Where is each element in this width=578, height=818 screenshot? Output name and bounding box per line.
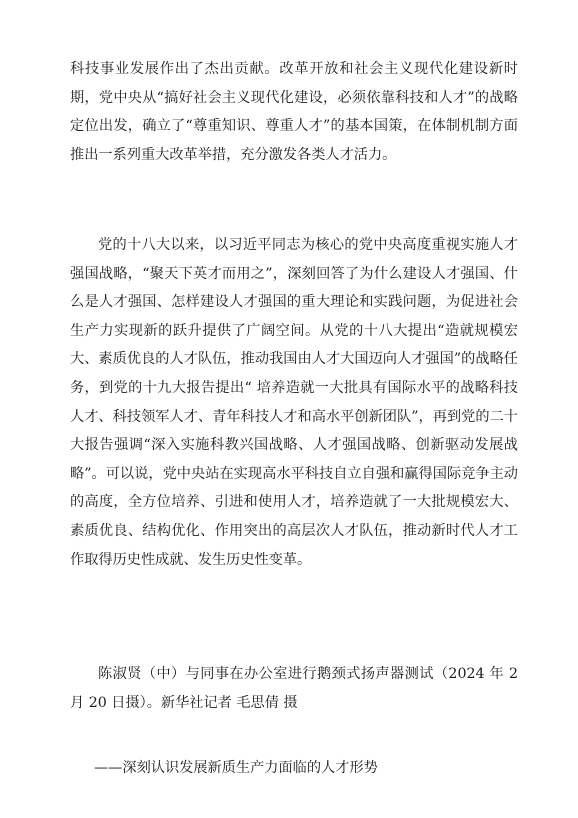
body-paragraph-1: 科技事业发展作出了杰出贡献。改革开放和社会主义现代化建设新时期，党中央从“搞好社会主义现代化建设，必须依靠科技和人才”的战略定位出发，确立了“尊重知识、尊重人才”的基本国策，在体制机制方面推出一系列重大改革举措，充分激发各类人才活力。 — [70, 61, 518, 163]
section-subtitle: ——深刻认识发展新质生产力面临的人才形势 — [94, 760, 378, 776]
photo-caption: 陈淑贤（中）与同事在办公室进行鹅颈式扬声器测试（2024 年 2 月 20 日摄）。新华社记者 毛思倩 摄 — [70, 666, 518, 711]
body-paragraph-2: 党的十八大以来，以习近平同志为核心的党中央高度重视实施人才强国战略，“聚天下英才而用之”，深刻回答了为什么建设人才强国、什么是人才强国、怎样建设人才强国的重大理论和实践问题，为促进社会生产力实现新的跃升提供了广阔空间。从党的十八大提出“造就规模宏大、素质优良的人才队伍，推动我国由人才大国迈向人才强国”的战略任务，到党的十九大报告提出“ 培养造就一大批具有国际水平的战略科技人才、科技领军人才、青年科技人才和高水平创新团队”，再到党的二十大报告强调“深入实施科教兴国战略、人才强国战略、创新驱动发展战略”。可以说，党中央站在实现高水平科技自立自强和赢得国际竞争主动的高度，全方位培养、引进和使用人才，培养造就了一大批规模宏大、素质优良、结构优化、作用突出的高层次人才队伍，推动新时代人才工作取得历史性成就、发生历史性变革。 — [70, 237, 518, 568]
